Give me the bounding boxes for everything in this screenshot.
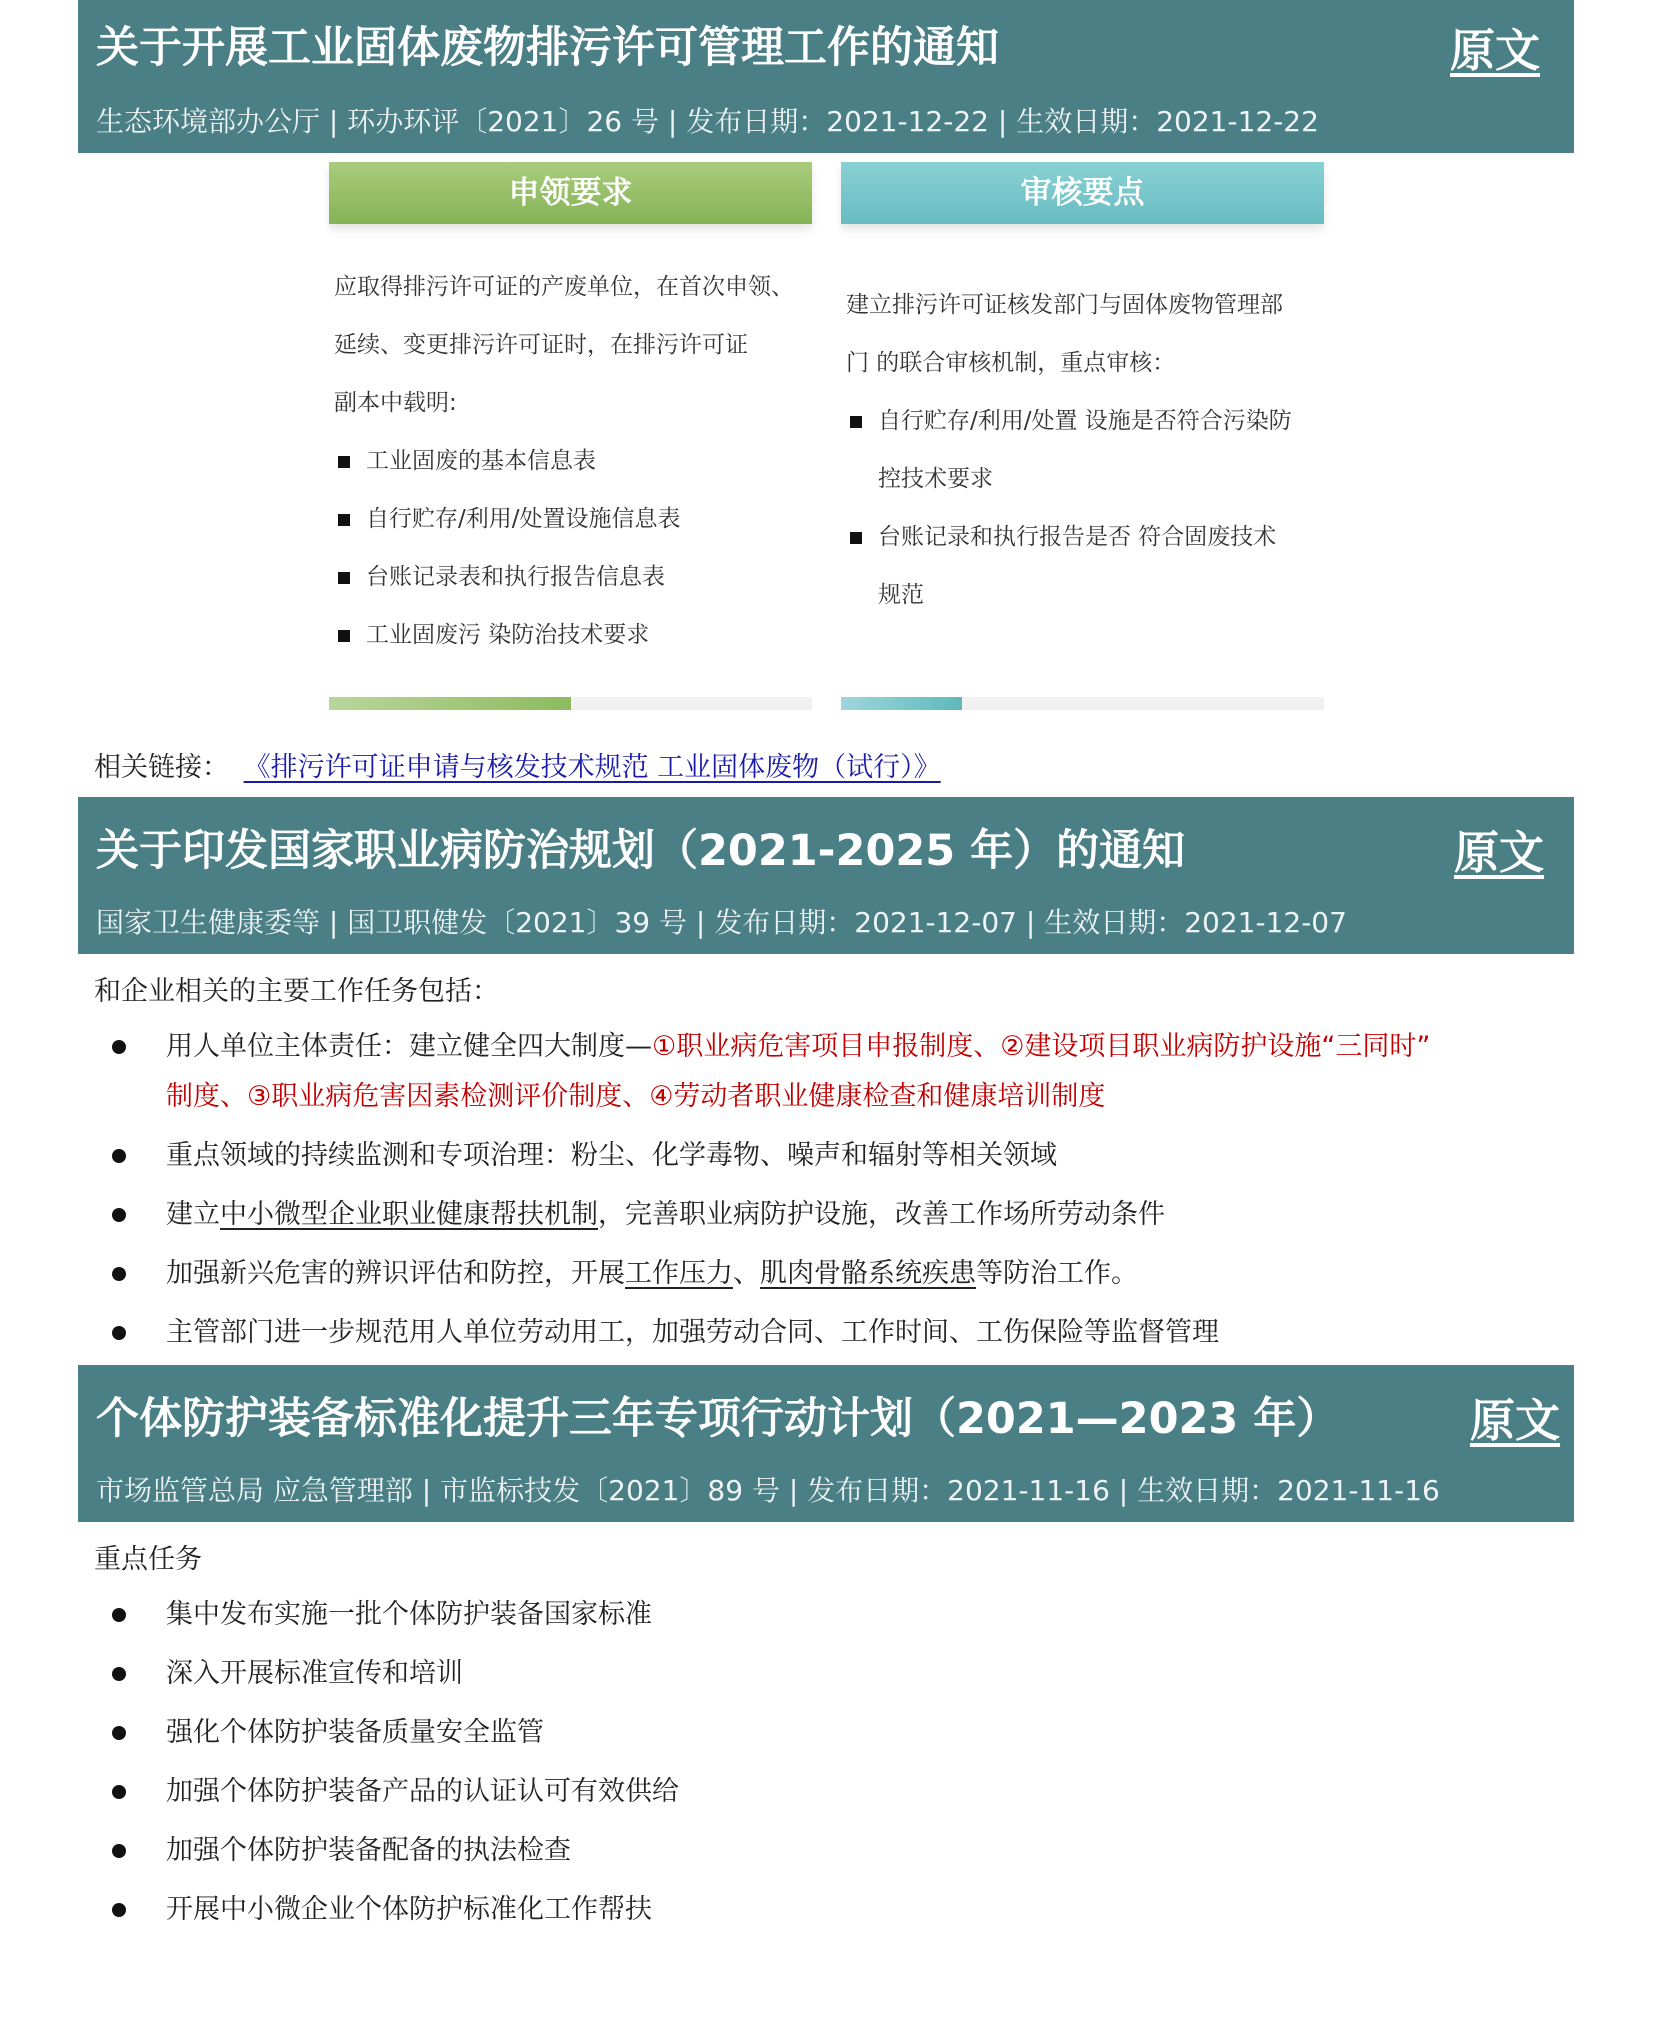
right-card-list	[846, 392, 1336, 624]
list-item: 重点领域的持续监测和专项治理：粉尘、化学毒物、噪声和辐射等相关领域	[94, 1131, 1574, 1181]
section2-original-link[interactable]: 原文	[1454, 826, 1545, 879]
left-card-intro-line-2: 延续、变更排污许可证时，在排污许可证	[334, 332, 748, 358]
section3-task-list	[94, 1590, 1574, 1944]
list-item: 主管部门进一步规范用人单位劳动用工，加强劳动合同、工作时间、工伤保险等监督管理	[94, 1308, 1574, 1358]
task4-mid: 、	[733, 1258, 760, 1289]
task4-underlined-2: 肌肉骨骼系统疾患	[760, 1258, 976, 1289]
list-item	[94, 1190, 1574, 1240]
right-card-intro-line-2: 门 的联合审核机制，重点审核：	[846, 350, 1176, 376]
left-card-list	[334, 432, 824, 664]
section3-banner	[78, 1365, 1574, 1522]
left-card-intro-line-3: 副本中载明:	[334, 390, 457, 416]
related-links	[94, 745, 941, 784]
right-card-progress-fill	[841, 697, 962, 710]
section2-title: 关于印发国家职业病防治规划（2021-2025 年）的通知	[96, 826, 1186, 876]
list-item: 集中发布实施一批个体防护装备国家标准	[94, 1590, 1574, 1640]
list-item-line: 控技术要求	[878, 466, 993, 492]
task3-pre: 建立	[166, 1199, 220, 1230]
right-card-intro-line-1: 建立排污许可证核发部门与固体废物管理部	[846, 292, 1283, 318]
right-card-header: 审核要点	[841, 162, 1324, 224]
list-item: 加强个体防护装备配备的执法检查	[94, 1826, 1574, 1876]
list-item: 开展中小微企业个体防护标准化工作帮扶	[94, 1885, 1574, 1935]
section2-meta: 国家卫生健康委等 | 国卫职健发〔2021〕39 号 | 发布日期：2021-12-07 | 生效日期：2021-12-07	[96, 906, 1347, 939]
right-card-body	[846, 276, 1336, 624]
section2-task-list	[94, 1022, 1574, 1367]
left-card-header: 申领要求	[329, 162, 812, 224]
section2-intro: 和企业相关的主要工作任务包括：	[94, 976, 499, 1007]
list-item: 工业固废污 染防治技术要求	[334, 606, 824, 664]
task1-red-text-1: ①职业病危害项目申报制度、②建设项目职业病防护设施“三同时”	[652, 1031, 1431, 1062]
task4-underlined-1: 工作压力	[625, 1258, 733, 1289]
task4-post: 等防治工作。	[976, 1258, 1138, 1289]
list-item-line: 自行贮存/利用/处置 设施是否符合污染防	[878, 408, 1292, 434]
left-card-body	[334, 258, 824, 664]
section3-meta: 市场监管总局 应急管理部 | 市监标技发〔2021〕89 号 | 发布日期：2021-11-16 | 生效日期：2021-11-16	[96, 1474, 1440, 1507]
task1-prefix: 用人单位主体责任：建立健全四大制度—	[166, 1031, 652, 1062]
section3-intro: 重点任务	[94, 1544, 202, 1575]
list-item: 加强个体防护装备产品的认证认可有效供给	[94, 1767, 1574, 1817]
list-item: 工业固废的基本信息表	[334, 432, 824, 490]
list-item-line: 规范	[878, 582, 924, 608]
right-card-progress	[841, 697, 1324, 710]
related-label: 相关链接：	[94, 752, 229, 783]
section1-title: 关于开展工业固体废物排污许可管理工作的通知	[96, 23, 999, 73]
list-item	[94, 1022, 1574, 1122]
task1-red-text-2: 制度、③职业病危害因素检测评价制度、④劳动者职业健康检查和健康培训制度	[166, 1081, 1106, 1112]
task3-post: ，完善职业病防护设施，改善工作场所劳动条件	[598, 1199, 1165, 1230]
section2-banner	[78, 797, 1574, 954]
left-card-intro-line-1: 应取得排污许可证的产废单位，在首次申领、	[334, 274, 794, 300]
task3-underlined: 中小微型企业职业健康帮扶机制	[220, 1199, 598, 1230]
related-link[interactable]: 《排污许可证申请与核发技术规范 工业固体废物（试行）》	[243, 752, 941, 783]
section3-title: 个体防护装备标准化提升三年专项行动计划（2021—2023 年）	[96, 1394, 1340, 1444]
section3-original-link[interactable]: 原文	[1470, 1394, 1561, 1447]
list-item	[94, 1249, 1574, 1299]
section1-banner	[78, 0, 1574, 153]
left-card-progress	[329, 697, 812, 710]
left-card-progress-fill	[329, 697, 571, 710]
section1-original-link[interactable]: 原文	[1450, 24, 1541, 77]
list-item: 自行贮存/利用/处置设施信息表	[334, 490, 824, 548]
section1-meta: 生态环境部办公厅 | 环办环评〔2021〕26 号 | 发布日期：2021-12-22 | 生效日期：2021-12-22	[96, 105, 1319, 138]
list-item: 台账记录表和执行报告信息表	[334, 548, 824, 606]
task4-pre: 加强新兴危害的辨识评估和防控，开展	[166, 1258, 625, 1289]
list-item: 深入开展标准宣传和培训	[94, 1649, 1574, 1699]
list-item: 强化个体防护装备质量安全监管	[94, 1708, 1574, 1758]
list-item	[846, 392, 1336, 508]
list-item	[846, 508, 1336, 624]
list-item-line: 台账记录和执行报告是否 符合固废技术	[878, 524, 1277, 550]
